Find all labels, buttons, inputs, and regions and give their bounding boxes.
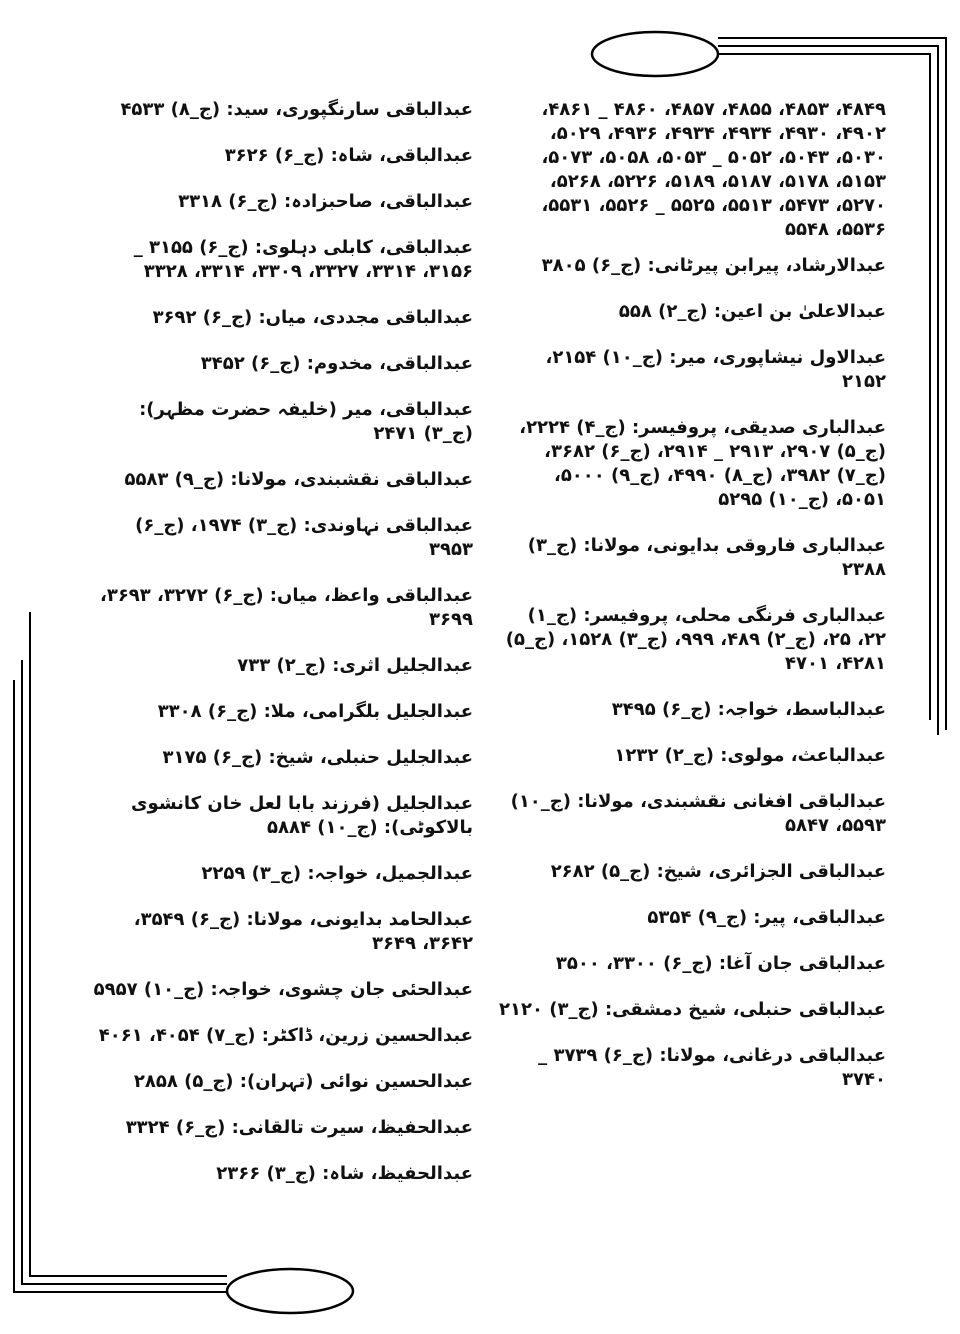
index-entry: عبدالجلیل حنبلی، شیخ: (ج_۶) ۳۱۷۵ [162,747,473,768]
index-entry: عبدالباری فرنگی محلی، پروفیسر: (ج_۱) ۲۲، ۲۵، (ج_۲) ۴۸۹، ۹۹۹، (ج_۳) ۱۵۲۸، (ج_۵) ۴۲۸۱، ۴۷۰۱ [505,605,886,674]
index-entry: عبدالباقی جان آغا: (ج_۶) ۳۳۰۰، ۳۵۰۰ [555,953,886,974]
index-entry: عبدالاعلیٰ بن اعین: (ج_۲) ۵۵۸ [618,301,886,322]
index-entry: عبدالباقی، کابلی دہلوی: (ج_۶) ۳۱۵۵ _ ۳۱۵۶، ۳۳۱۴، ۳۳۲۷، ۳۳۰۹، ۳۳۱۴، ۳۳۲۸ [133,237,473,282]
index-entry: عبدالباقی مجددی، میاں: (ج_۶) ۳۶۹۲ [152,307,473,328]
index-entry: عبدالباقی افغانی نقشبندی، مولانا: (ج_۱۰) ۵۵۹۳، ۵۸۴۷ [510,791,886,836]
index-entry: عبدالارشاد، پیرابن پیرٹانی: (ج_۶) ۳۸۰۵ [541,255,886,276]
index-entry: عبدالباری صدیقی، پروفیسر: (ج_۴) ۲۲۲۴، (ج_۵) ۲۹۰۷، ۲۹۱۳ _ ۲۹۱۴، (ج_۶) ۳۶۸۲، (ج_۷) ۳۹۸۲، (ج_۸) ۴۹۹۰، (ج_۹) ۵۰۰۰، ۵۰۵۱، (ج_۱۰) ۵۲۹۵ [519,417,886,510]
index-entry: عبدالباقی واعظ، میاں: (ج_۶) ۳۲۷۲، ۳۶۹۳، ۳۶۹۹ [99,585,473,630]
index-column-left [88,98,473,1208]
index-entry: عبدالجمیل، خواجہ: (ج_۳) ۲۲۵۹ [201,863,473,884]
index-entry: عبدالحسین نوائی (تہران): (ج_۵) ۲۸۵۸ [133,1071,473,1092]
index-column-right [498,98,886,1114]
index-entry: عبدالباقی درغانی، مولانا: (ج_۶) ۳۷۳۹ _ ۳۷۴۰ [538,1045,886,1090]
index-entry: عبدالحامد بدایونی، مولانا: (ج_۶) ۳۵۴۹، ۳۶۴۲، ۳۶۴۹ [133,909,473,954]
index-entry: ۴۸۴۹، ۴۸۵۳، ۴۸۵۵، ۴۸۵۷، ۴۸۶۰ _ ۴۸۶۱، ۴۹۰۲، ۴۹۳۰، ۴۹۳۴، ۴۹۳۴، ۴۹۳۶، ۵۰۲۹، ۵۰۳۰، ۵۰۴۳، ۵۰۵۲ _ ۵۰۵۳، ۵۰۵۸، ۵۰۷۳، ۵۱۵۳، ۵۱۷۸، ۵۱۸۷، ۵۱۸۹، ۵۲۲۶، ۵۲۶۸، ۵۲۷۰، ۵۴۷۳، ۵۵۱۳، ۵۵۲۵ _ ۵۵۲۶، ۵۵۳۱، ۵۵۳۶، ۵۵۴۸ [541,99,886,240]
index-entry: عبدالباقی نہاوندی: (ج_۳) ۱۹۷۴، (ج_۶) ۳۹۵۳ [135,515,473,560]
index-entry: عبدالجلیل (فرزند بابا لعل خان کانشوی بالاکوٹی): (ج_۱۰) ۵۸۸۴ [131,793,473,838]
index-entry: عبدالباقی، مخدوم: (ج_۶) ۳۴۵۲ [200,353,473,374]
bottom-oval-ornament [227,1269,353,1313]
index-entry: عبدالباقی، میر (خلیفہ حضرت مظہر): (ج_۳) ۲۴۷۱ [139,399,473,444]
index-entry: عبدالجلیل بلگرامی، ملا: (ج_۶) ۳۳۰۸ [157,701,473,722]
index-entry: عبدالباقی، پیر: (ج_۹) ۵۳۵۴ [647,907,886,928]
index-entry: عبدالباسط، خواجہ: (ج_۶) ۳۴۹۵ [611,699,886,720]
index-entry: عبدالباعث، مولوی: (ج_۲) ۱۲۳۲ [614,745,886,766]
index-entry: عبدالحئی جان چشوی، خواجہ: (ج_۱۰) ۵۹۵۷ [93,979,473,1000]
index-entry: عبدالباقی حنبلی، شیخ دمشقی: (ج_۳) ۲۱۲۰ [499,999,886,1020]
index-entry: عبدالحسین زرین، ڈاکٹر: (ج_۷) ۴۰۵۴، ۴۰۶۱ [98,1025,473,1046]
index-entry: عبدالباقی، شاہ: (ج_۶) ۳۶۲۶ [224,145,473,166]
index-entry: عبدالاول نیشاپوری، میر: (ج_۱۰) ۲۱۵۴، ۲۱۵۲ [545,347,886,392]
index-entry: عبدالباقی، صاحبزادہ: (ج_۶) ۳۳۱۸ [178,191,473,212]
index-entry: عبدالجلیل اثری: (ج_۲) ۷۳۳ [237,655,473,676]
index-entry: عبدالباقی الجزائری، شیخ: (ج_۵) ۲۶۸۲ [550,861,886,882]
top-oval-ornament [592,32,718,76]
index-entry: عبدالباقی سارنگپوری، سید: (ج_۸) ۴۵۳۳ [120,99,473,120]
index-entry: عبدالحفیظ، شاہ: (ج_۳) ۲۳۶۶ [216,1163,473,1184]
index-entry: عبدالباری فاروقی بدایونی، مولانا: (ج_۳) ۲۳۸۸ [527,535,886,580]
index-entry: عبدالحفیظ، سیرت تالقانی: (ج_۶) ۳۳۲۴ [125,1117,473,1138]
index-entry: عبدالباقی نقشبندی، مولانا: (ج_۹) ۵۵۸۳ [124,469,473,490]
